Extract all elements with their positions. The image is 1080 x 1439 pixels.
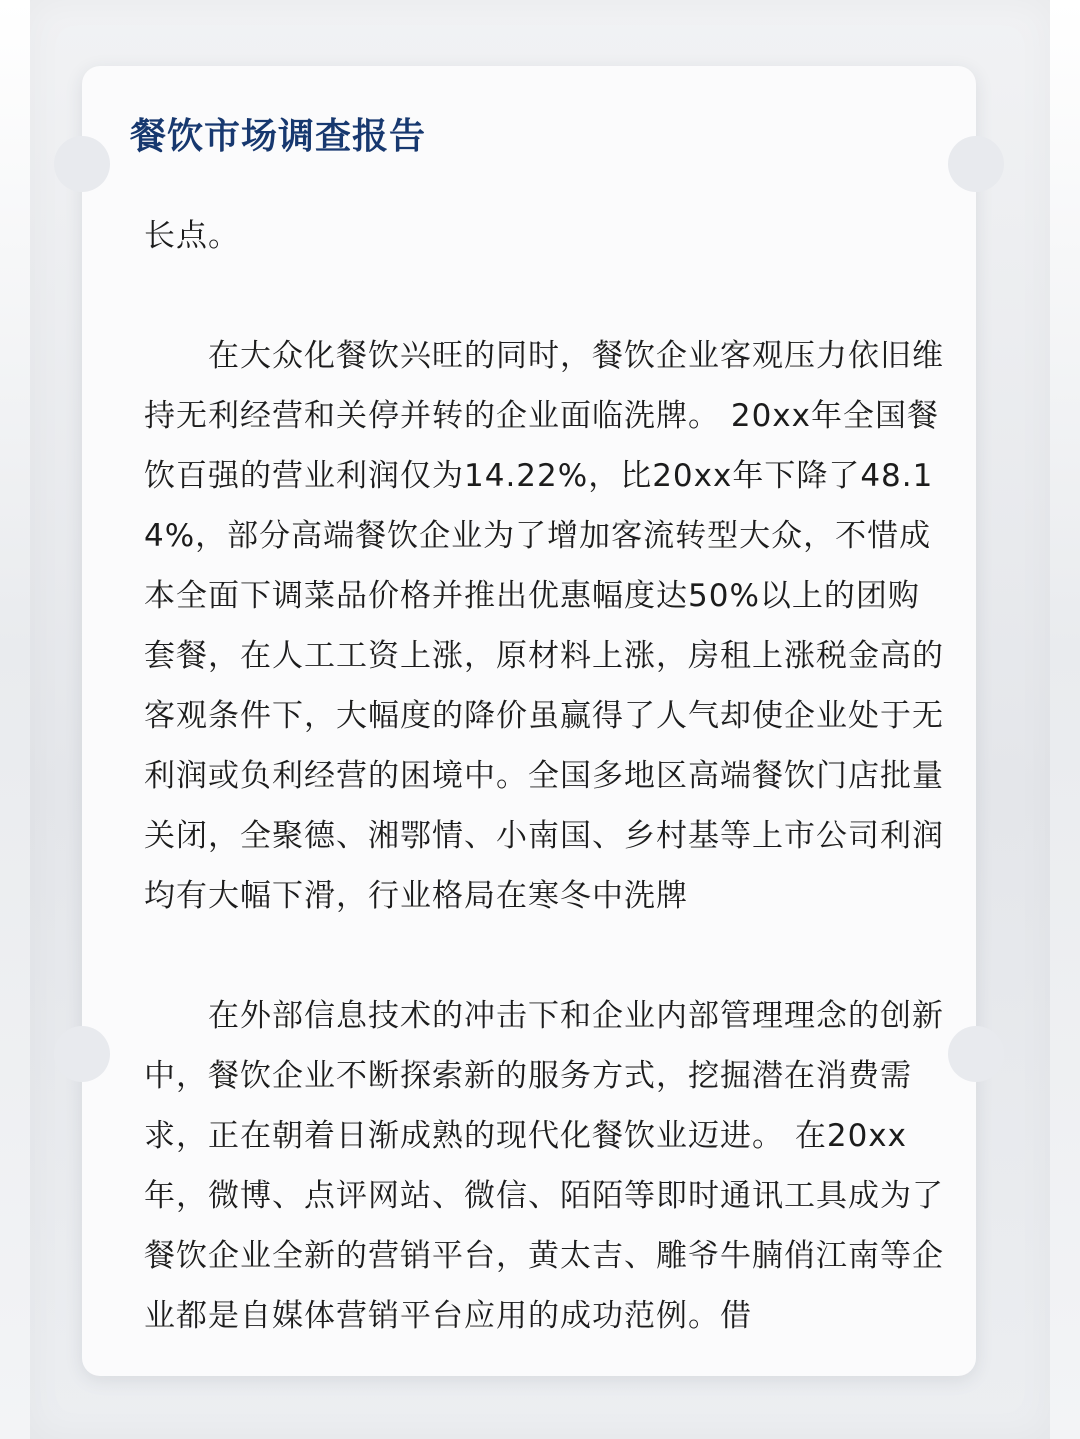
- document-card: [82, 66, 976, 1376]
- paragraph-innovation: 在外部信息技术的冲击下和企业内部管理理念的创新中，餐饮企业不断探索新的服务方式，挖掘潜在消费需求，正在朝着日渐成熟的现代化餐饮业迈进。 在20xx年，微博、点评网站、微信、陌陌等即时通讯工具成为了餐饮企业全新的营销平台，黄太吉、雕爷牛腩俏江南等企业都是自媒体营销平台应用的成功范例。借: [144, 998, 944, 1334]
- paragraph-spacer: [144, 926, 944, 986]
- document-body: [144, 206, 944, 1346]
- paragraph-market-pressure: 在大众化餐饮兴旺的同时，餐饮企业客观压力依旧维持无利经营和关停并转的企业面临洗牌。 20xx年全国餐饮百强的营业利润仅为14.22%，比20xx年下降了48.14%，部分高端餐饮企业为了增加客流转型大众，不惜成本全面下调菜品价格并推出优惠幅度达50%以上的团购套餐，在人工工资上涨，原材料上涨，房租上涨税金高的客观条件下，大幅度的降价虽赢得了人气却使企业处于无利润或负利经营的困境中。全国多地区高端餐饮门店批量关闭，全聚德、湘鄂情、小南国、乡村基等上市公司利润均有大幅下滑，行业格局在寒冬中洗牌: [144, 338, 944, 914]
- card-notch-right-top: [948, 136, 1004, 192]
- card-notch-right-bottom: [948, 1026, 1004, 1082]
- paragraph-fragment: 长点。: [144, 218, 240, 254]
- document-title: 餐饮市场调查报告: [130, 116, 427, 157]
- card-notch-left-bottom: [54, 1026, 110, 1082]
- card-notch-left-top: [54, 136, 110, 192]
- paragraph-spacer: [144, 266, 944, 326]
